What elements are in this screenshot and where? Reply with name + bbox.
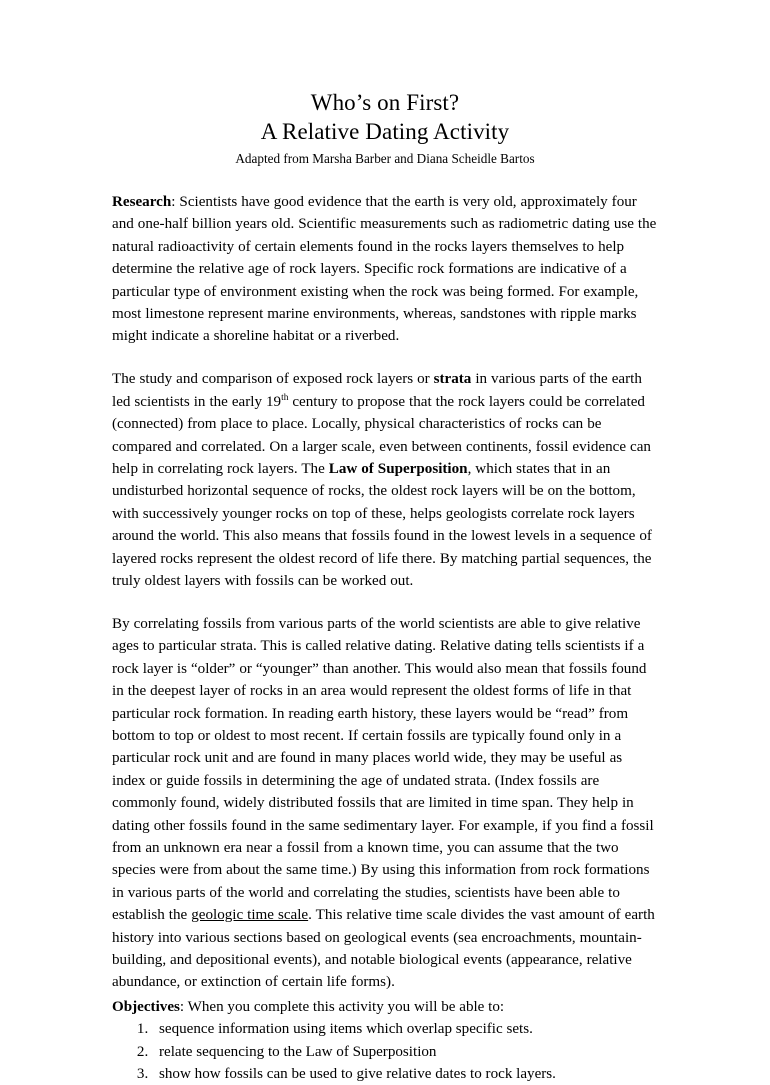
title-block bbox=[112, 88, 658, 169]
objectives-label: Objectives bbox=[112, 998, 180, 1015]
strata-text-4: , which states that in an undisturbed horizontal sequence of rocks, the oldest rock layers will be on the bottom, with successively younger rocks on top of these, helps geologists correlate rock layers around the world. This also means that fossils found in the lowest levels in a sequence of layered rocks represent the oldest record of life there. By matching partial sequences, the truly oldest layers with fossils can be worked out. bbox=[112, 460, 652, 589]
strata-text-3: century to propose that the rock layers could be correlated (connected) from place to place. Locally, physical characteristics of rocks can be compared and correlated. On a larger scale, even between continents, fossil evidence can help in correlating rock layers. The bbox=[112, 393, 651, 477]
objectives-list bbox=[112, 1018, 658, 1085]
paragraph-research bbox=[112, 191, 658, 348]
research-colon: : bbox=[171, 194, 176, 210]
paragraph-strata bbox=[112, 368, 658, 592]
correlating-text-2: . This relative time scale divides the vast amount of earth history into various sections based on geological events (sea encroachments, mountain-building, and depositional events), and notable biological events (appearance, relative abundance, or extinction of certain life forms). bbox=[112, 907, 655, 991]
strata-bold-term: strata bbox=[433, 371, 472, 388]
objectives-colon: : bbox=[179, 998, 185, 1015]
page-title: Who’s on First? bbox=[310, 90, 460, 115]
objectives-lead bbox=[112, 996, 658, 1018]
law-of-superposition-bold-term: Law of Superposition bbox=[328, 460, 468, 477]
objectives-section bbox=[112, 996, 658, 1085]
byline: Adapted from Marsha Barber and Diana Scheidle Bartos bbox=[235, 151, 535, 166]
geologic-time-scale-underlined-term: geologic time scale bbox=[191, 907, 309, 924]
paragraph-correlating bbox=[112, 613, 658, 994]
objectives-lead-text: When you complete this activity you will be able to: bbox=[184, 998, 505, 1015]
correlating-text-1: By correlating fossils from various parts of the world scientists are able to give relative ages to particular strata. This is called relative dating. Relative dating tells scientists if a rock layer is “older” or “younger” than another. This would also mean that fossils found in the deepest layer of rocks in an area would represent the oldest forms of life in that particular rock formation. In reading earth history, these layers would be “read” from bottom to top or oldest to most recent. If certain fossils are typically found only in a particular rock unit and are found in many places world wide, they may be useful as index or guide fossils in determining the age of undated strata. (Index fossils are commonly found, widely distributed fossils that are limited in time span. They help in dating other fossils found in the same sedimentary layer. For example, if you find a fossil from an unknown era near a fossil from a known time, you can assume that the two species were from about the same time.) By using this information from rock formations in various parts of the world and correlating the studies, scientists have been able to establish the bbox=[112, 615, 654, 924]
research-label: Research bbox=[112, 194, 172, 210]
research-text: Scientists have good evidence that the earth is very old, approximately four and one-half billion years old. Scientific measurements such as radiometric dating use the natural radioactivity of certain elements found in the rocks layers themselves to help determine the relative age of rock layers. Specific rock formations are indicative of a particular type of environment existing when the rock was being formed. For example, most limestone represent marine environments, whereas, sandstones with ripple marks might indicate a shoreline habitat or a riverbed. bbox=[112, 194, 657, 345]
strata-text-1: The study and comparison of exposed rock layers or bbox=[112, 371, 434, 388]
strata-text-2: in various parts of the earth led scientists in the early 19 bbox=[112, 371, 642, 410]
list-item: 2. relate sequencing to the Law of Superposition bbox=[152, 1041, 658, 1063]
century-superscript: th bbox=[281, 392, 289, 403]
page-subtitle: A Relative Dating Activity bbox=[260, 119, 510, 144]
list-item: 1. sequence information using items which overlap specific sets. bbox=[152, 1018, 658, 1040]
list-item: 3. show how fossils can be used to give relative dates to rock layers. bbox=[152, 1063, 658, 1085]
